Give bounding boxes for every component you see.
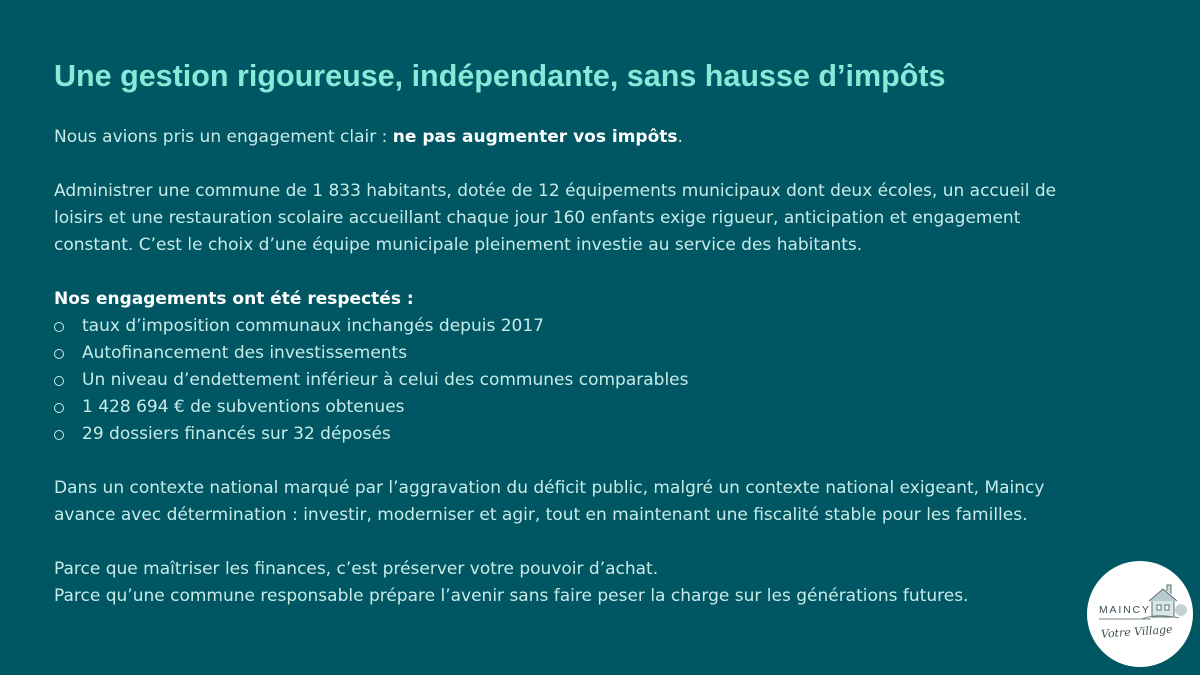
context-line: avance avec détermination : investir, moderniser et agir, tout en maintenant une fiscalité stable pour les familles. [54,505,1028,525]
paragraph-line: Administrer une commune de 1 833 habitants, dotée de 12 équipements municipaux dont deux écoles, un accueil de [54,181,1057,201]
description-paragraph [54,178,1154,259]
list-item-text: 1 428 694 € de subventions obtenues [82,397,405,417]
closing-line: Parce qu’une commune responsable prépare l’avenir sans faire peser la charge sur les générations futures. [54,586,969,606]
commitments-list [54,313,1154,448]
paragraph-line: loisirs et une restauration scolaire accueillant chaque jour 160 enfants exige rigueur, anticipation et engagement [54,208,1021,228]
circle-bullet-icon [54,376,64,386]
intro-suffix: . [677,127,683,147]
spacer [54,151,1154,178]
circle-bullet-icon [54,322,64,332]
closing-paragraph [54,556,1154,610]
list-item-text: Autofinancement des investissements [82,343,408,363]
intro-prefix: Nous avions pris un engagement clair : [54,127,393,147]
list-item-text: taux d’imposition communaux inchangés depuis 2017 [82,316,544,336]
intro-emphasis: ne pas augmenter vos impôts [392,127,678,147]
slide-title: Une gestion rigoureuse, indépendante, sans hausse d’impôts [54,59,946,93]
paragraph-line: constant. C’est le choix d’une équipe municipale pleinement investie au service des habitants. [54,235,863,255]
list-item [54,421,1154,448]
context-line: Dans un contexte national marqué par l’aggravation du déficit public, malgré un contexte national exigeant, Maincy [54,478,1045,498]
list-item [54,340,1154,367]
list-item [54,313,1154,340]
intro-line [54,124,1154,151]
logo-name: MAINCY [1099,604,1151,616]
closing-line: Parce que maîtriser les finances, c’est préserver votre pouvoir d’achat. [54,559,659,579]
list-item [54,394,1154,421]
list-item-text: 29 dossiers financés sur 32 déposés [82,424,391,444]
maincy-logo [1087,561,1193,667]
village-logo-icon [1087,561,1193,667]
context-paragraph [54,475,1154,529]
spacer [54,259,1154,286]
list-item-text: Un niveau d’endettement inférieur à celui des communes comparables [82,370,689,390]
circle-bullet-icon [54,430,64,440]
circle-bullet-icon [54,403,64,413]
slide-body [54,124,1154,610]
circle-bullet-icon [54,349,64,359]
logo-tagline: Votre Village [1100,622,1173,641]
commitments-heading: Nos engagements ont été respectés : [54,289,414,309]
spacer [54,448,1154,475]
spacer [54,529,1154,556]
list-item [54,367,1154,394]
